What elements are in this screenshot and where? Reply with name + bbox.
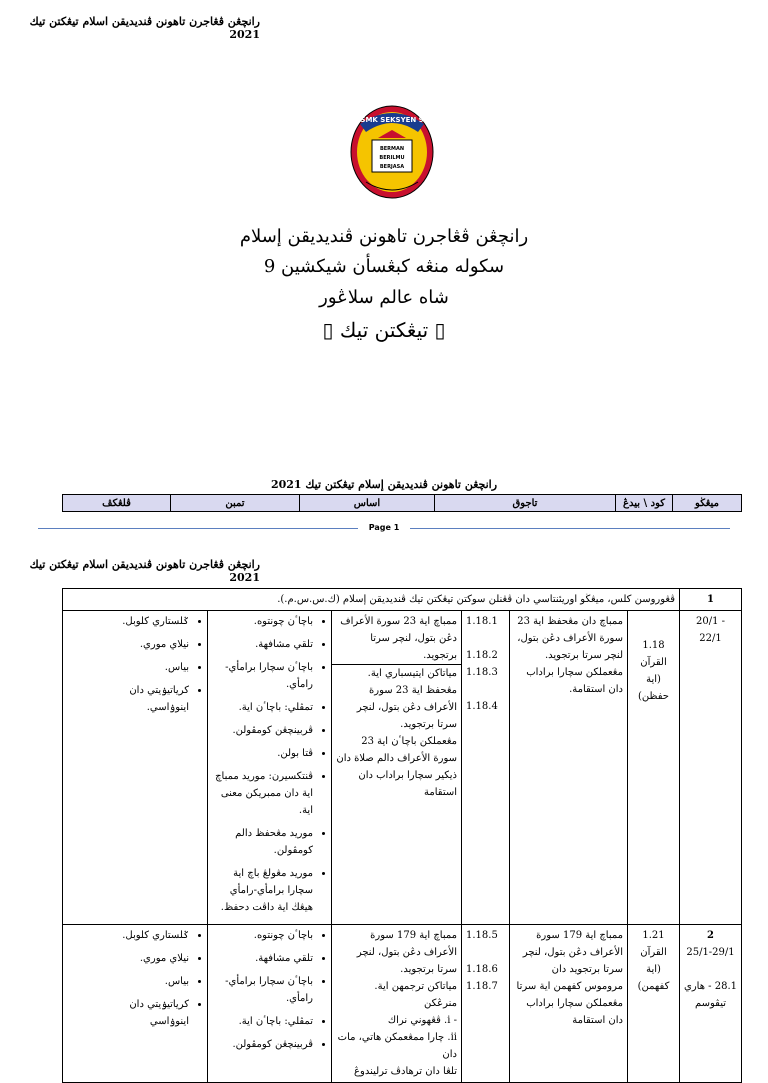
list-item: • بياس. xyxy=(67,973,189,990)
logo-motto-2: BERILMU xyxy=(379,155,405,161)
sk-code: 1.18.3 xyxy=(466,667,498,678)
plan-table xyxy=(62,588,742,1083)
week2-dates: 25/1-29/1 xyxy=(686,947,735,958)
week1-activities-cell xyxy=(208,611,332,925)
week1-topic: ممباچ دان مڠحفظ اية 23 سورة الأعراف دڠن بتول، لنچر سرتا برتجويد. مڠعملكن سچارا براداب دان استقامة. xyxy=(510,611,628,925)
week2-field: القرآن xyxy=(640,947,667,958)
week2-topic: ممباچ اية 179 سورة الأعراف دڠن بتول، لنچر سرتا برتجويد دان مروموس كفهمن اية سرتا مڠعملكن سچارا براداب دان استقامة xyxy=(510,925,628,1083)
list-item: • تلقي مشافهة. xyxy=(212,950,313,967)
focus-row xyxy=(63,589,742,611)
list-item: • تلقي مشافهة. xyxy=(212,636,313,653)
week2-code-cell xyxy=(628,925,680,1083)
page2-header: رانچڠن ڤڠاجرن تاهونن ڤنديديقن اسلام تيڠكتن تيك 2021 xyxy=(29,558,260,584)
list-item: • ݢلستاري كلوبل. xyxy=(67,927,189,944)
list-item: • تمڤلي: باچاٴن اية. xyxy=(212,699,313,716)
sp-item: ii. چارا ممڠعمكن هاتي، مات دان xyxy=(337,1032,457,1060)
sk-code: 1.18.1 xyxy=(466,616,498,627)
list-item: • باچاٴن سچارا برامأي-رامأي. xyxy=(212,659,313,693)
week2-holiday-date: 28.1 - هاري xyxy=(684,981,737,992)
week2-code: 1.21 xyxy=(642,930,665,941)
logo-motto-3: BERJASA xyxy=(379,164,405,170)
list-item: • ڤربينچڠن كومڤولن. xyxy=(212,722,313,739)
sp-item: ممباچ اية 179 سورة الأعراف دڠن بتول، لنچر سرتا برتجويد. xyxy=(356,930,457,975)
week2-sp-cell xyxy=(332,925,462,1083)
week2-field-sub: (اية كفهمن) xyxy=(637,964,670,992)
cover-line-3: شاه عالم سلاڠور xyxy=(319,287,449,308)
list-item: • نيلاي موري. xyxy=(67,950,189,967)
list-item: • باچاٴن چونتوه. xyxy=(212,927,313,944)
list-item: • بياس. xyxy=(67,659,189,676)
week1-code: 1.18 xyxy=(642,640,665,651)
cover-line-1: رانچڠن ڤڠاجرن تاهونن ڤنديديقن إسلام xyxy=(239,226,529,247)
separator-left xyxy=(38,528,358,529)
week1-dates-cell xyxy=(680,611,742,925)
cover-level xyxy=(0,318,768,342)
school-logo xyxy=(348,102,436,202)
col-code: كود \ بيدڠ xyxy=(616,495,673,512)
sp-item: مڠحفظ اية 23 سورة الأعراف دڠن بتول، لنچر سرتا برتجويد. xyxy=(356,685,457,730)
list-item: • كرياتيۏيتي دان xyxy=(67,996,189,1013)
week2-values-cell xyxy=(63,925,208,1083)
list-item: اينوۏاسي xyxy=(149,1016,189,1027)
table-row xyxy=(63,611,742,925)
week1-sk-cell xyxy=(462,611,510,925)
col-complement: ڤلڠكڤ xyxy=(63,495,171,512)
page-label: Page 1 xyxy=(368,523,400,532)
focus-week: 1 xyxy=(680,589,742,611)
list-item: • موريد مڠحفظ دالم كومڤولن. xyxy=(212,825,313,859)
sp-item: - i. ڤڠهوني نراك xyxy=(387,1015,457,1026)
week1-dates: 20/1 - 22/1 xyxy=(695,616,725,644)
glyph-box-right: ▯ xyxy=(434,318,446,342)
week1-field: القرآن xyxy=(640,657,667,668)
week2-sk-cell xyxy=(462,925,510,1083)
cover-level-text: تيڠكتن تيك xyxy=(339,318,429,342)
week2-activities-cell xyxy=(208,925,332,1083)
separator-right xyxy=(410,528,730,529)
list-item: • ݢلستاري كلوبل. xyxy=(67,613,189,630)
col-week: ميڠڬو xyxy=(673,495,742,512)
sp-item: ممباچ اية 23 سورة الأعراف دڠن بتول، لنچر سرتا برتجويد. xyxy=(340,616,457,661)
list-item: • موريد مڠولڠ باچ اية سچارا برامأي-رامأي هيڠڬ اية داڤت دحفظ. xyxy=(212,865,313,916)
sk-code: 1.18.6 xyxy=(466,964,498,975)
sp-item: منرڠكن xyxy=(424,998,457,1009)
table-title: رانچڠن تاهونن ڤنديديقن إسلام تيڠكتن تيك 2021 xyxy=(270,478,498,491)
cover-line-2: سكوله منڠه كبڠسأن شيكشين 9 xyxy=(263,256,505,277)
sk-code: 1.18.5 xyxy=(466,930,498,941)
week2-holiday-name: تيڤوسم xyxy=(694,998,727,1009)
list-item: اينوۏاسي. xyxy=(146,702,189,713)
col-topic: تاجوق xyxy=(435,495,616,512)
list-item: • باچاٴن سچارا برامأي-رامأي. xyxy=(212,973,313,1007)
sp-item: مياتاكن ترجمهن اية. xyxy=(374,981,457,992)
sp-item: مياتاكن ايتيسباري اية. xyxy=(332,664,461,682)
list-item: • كرياتيۏيتي دان xyxy=(67,682,189,699)
sk-code: 1.18.4 xyxy=(466,701,498,712)
list-item: • ڤربينچڠن كومڤولن. xyxy=(212,1036,313,1053)
list-item: • باچاٴن چونتوه. xyxy=(212,613,313,630)
col-strand: تمبن xyxy=(171,495,300,512)
logo-motto-1: BERMAN xyxy=(379,146,405,152)
column-header-table xyxy=(62,494,742,512)
week2-dates-cell xyxy=(680,925,742,1083)
list-item: • تمڤلي: باچاٴن اية. xyxy=(212,1013,313,1030)
sp-item: مڠعملكن باچاٴن اية 23 سورة الأعراف دالم صلاة دان ذيكير سچارا براداب دان استقامة xyxy=(336,736,457,798)
week1-values-cell xyxy=(63,611,208,925)
sp-item: تلڠا دان ترهادڤ ترليندوڠ xyxy=(354,1066,457,1077)
list-item: • ڤتا بولن. xyxy=(212,745,313,762)
focus-text: ڤڠوروسن كلس، ميڠڬو اوريئنتاسي دان ڤڠنلن سوكتن تيڠكتن تيك ڤنديديقن إسلام (ك.س.س.م.). xyxy=(63,589,680,611)
week1-code-cell xyxy=(628,611,680,925)
sk-code: 1.18.2 xyxy=(466,650,498,661)
list-item: • نيلاي موري. xyxy=(67,636,189,653)
list-item: • ڤنتكسيرن: موريد ممباچ اية دان ممبريكن معنى اية. xyxy=(212,768,313,819)
week2-no: 2 xyxy=(707,930,714,941)
col-basis: اساس xyxy=(300,495,435,512)
running-header: رانچڠن ڤڠاجرن تاهونن ڤنديديقن اسلام تيڠكتن تيك 2021 xyxy=(29,15,260,41)
week1-field-sub: (اية حفظن) xyxy=(638,674,669,702)
logo-top-text: SMK SEKSYEN 9 xyxy=(360,116,424,124)
glyph-box-left: ▯ xyxy=(322,318,334,342)
week1-sp-cell xyxy=(332,611,462,925)
table-row xyxy=(63,925,742,1083)
sk-code: 1.18.7 xyxy=(466,981,498,992)
